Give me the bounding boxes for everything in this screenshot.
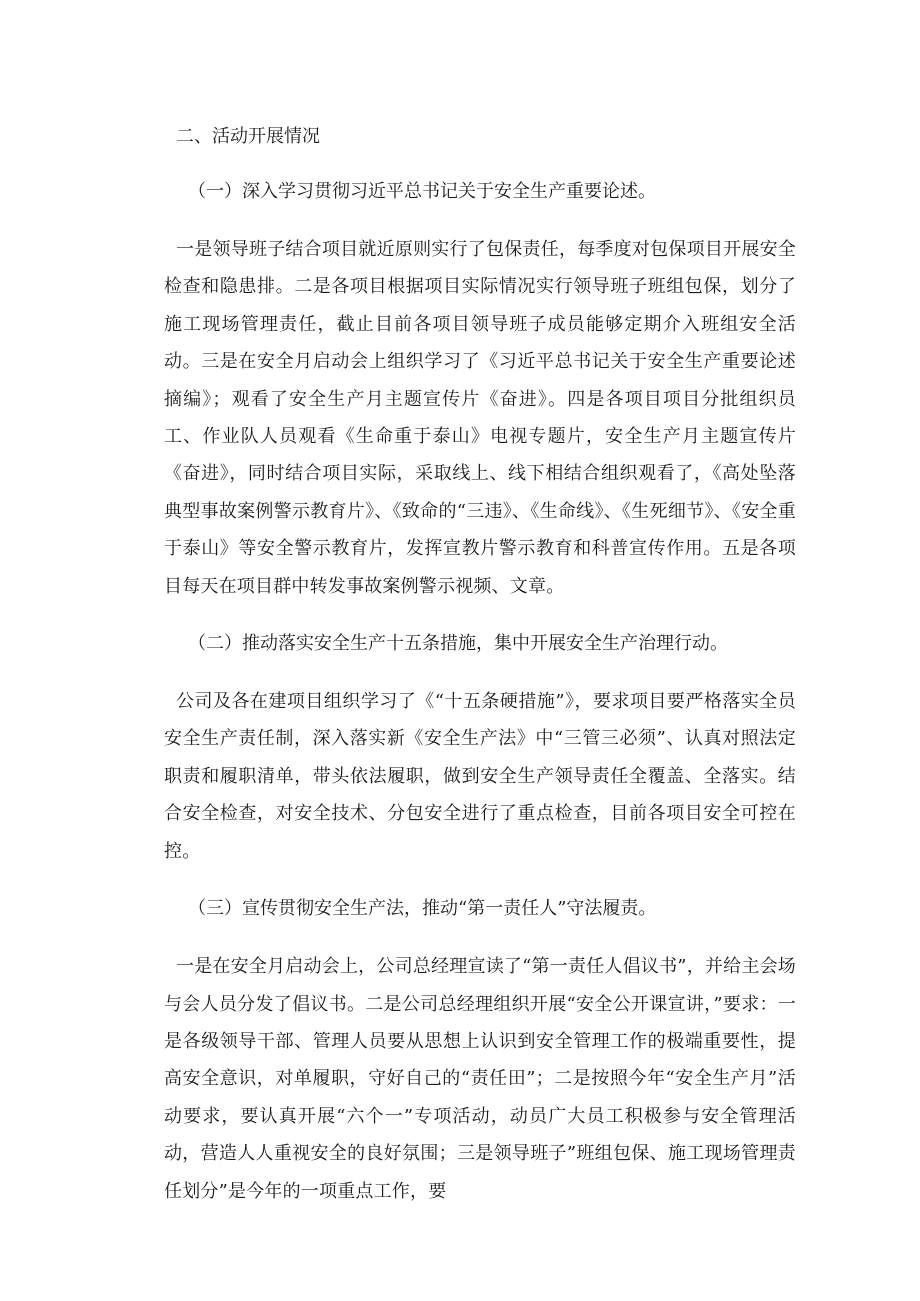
paragraph-1: 一是领导班子结合项目就近原则实行了包保责任，每季度对包保项目开展安全检查和隐患排。二是各项目根据项目实际情况实行领导班子班组包保，划分了施工现场管理责任，截止目前各项目领导班子成员能够定期介入班组安全活动。三是在安全月启动会上组织学习了《习近平总书记关于安全生产重要论述摘编》；观看了安全生产月主题宣传片《奋进》。四是各项目项目分批组织员工、作业队人员观看《生命重于泰山》电视专题片，安全生产月主题宣传片《奋进》，同时结合项目实际，采取线上、线下相结合组织观看了，《高处坠落典型事故案例警示教育片》、《致命的“三违》、《生命线》、《生死细节》、《安全重于泰山》等安全警示教育片，发挥宣教片警示教育和科普宣传作用。五是各项目每天在项目群中转发事故案例警示视频、文章。 xyxy=(164,239,796,597)
subsection-heading-3: （三）宣传贯彻安全生产法，推动“第一责任人”守法履责。 xyxy=(188,898,657,920)
paragraph-3: 一是在安全月启动会上，公司总经理宣读了“第一责任人倡议书”，并给主会场与会人员分发了倡议书。二是公司总经理组织开展“安全公开课宣讲，”要求：一是各级领导干部、管理人员要从思想上认识到安全管理工作的极端重要性，提高安全意识，对单履职，守好自己的“责任田”；二是按照今年“安全生产月”活动要求，要认真开展“六个一”专项活动，动员广大员工积极参与安全管理活动，营造人人重视安全的良好氛围；三是领导班子”班组包保、施工现场管理责任划分”是今年的一项重点工作，要 xyxy=(164,956,796,1202)
subsection-heading-2: （二）推动落实安全生产十五条措施，集中开展安全生产治理行动。 xyxy=(188,633,728,655)
paragraph-2: 公司及各在建项目组织学习了《“十五条硬措施”》，要求项目要严格落实全员安全生产责任制，深入落实新《安全生产法》中“三管三必须”、认真对照法定职责和履职清单，带头依法履职，做到安全生产领导责任全覆盖、全落实。结合安全检查，对安全技术、分包安全进行了重点检查，目前各项目安全可控在控。 xyxy=(164,691,796,862)
section-title: 二、活动开展情况 xyxy=(176,126,320,147)
subsection-heading-1: （一）深入学习贯彻习近平总书记关于安全生产重要论述。 xyxy=(188,181,656,202)
